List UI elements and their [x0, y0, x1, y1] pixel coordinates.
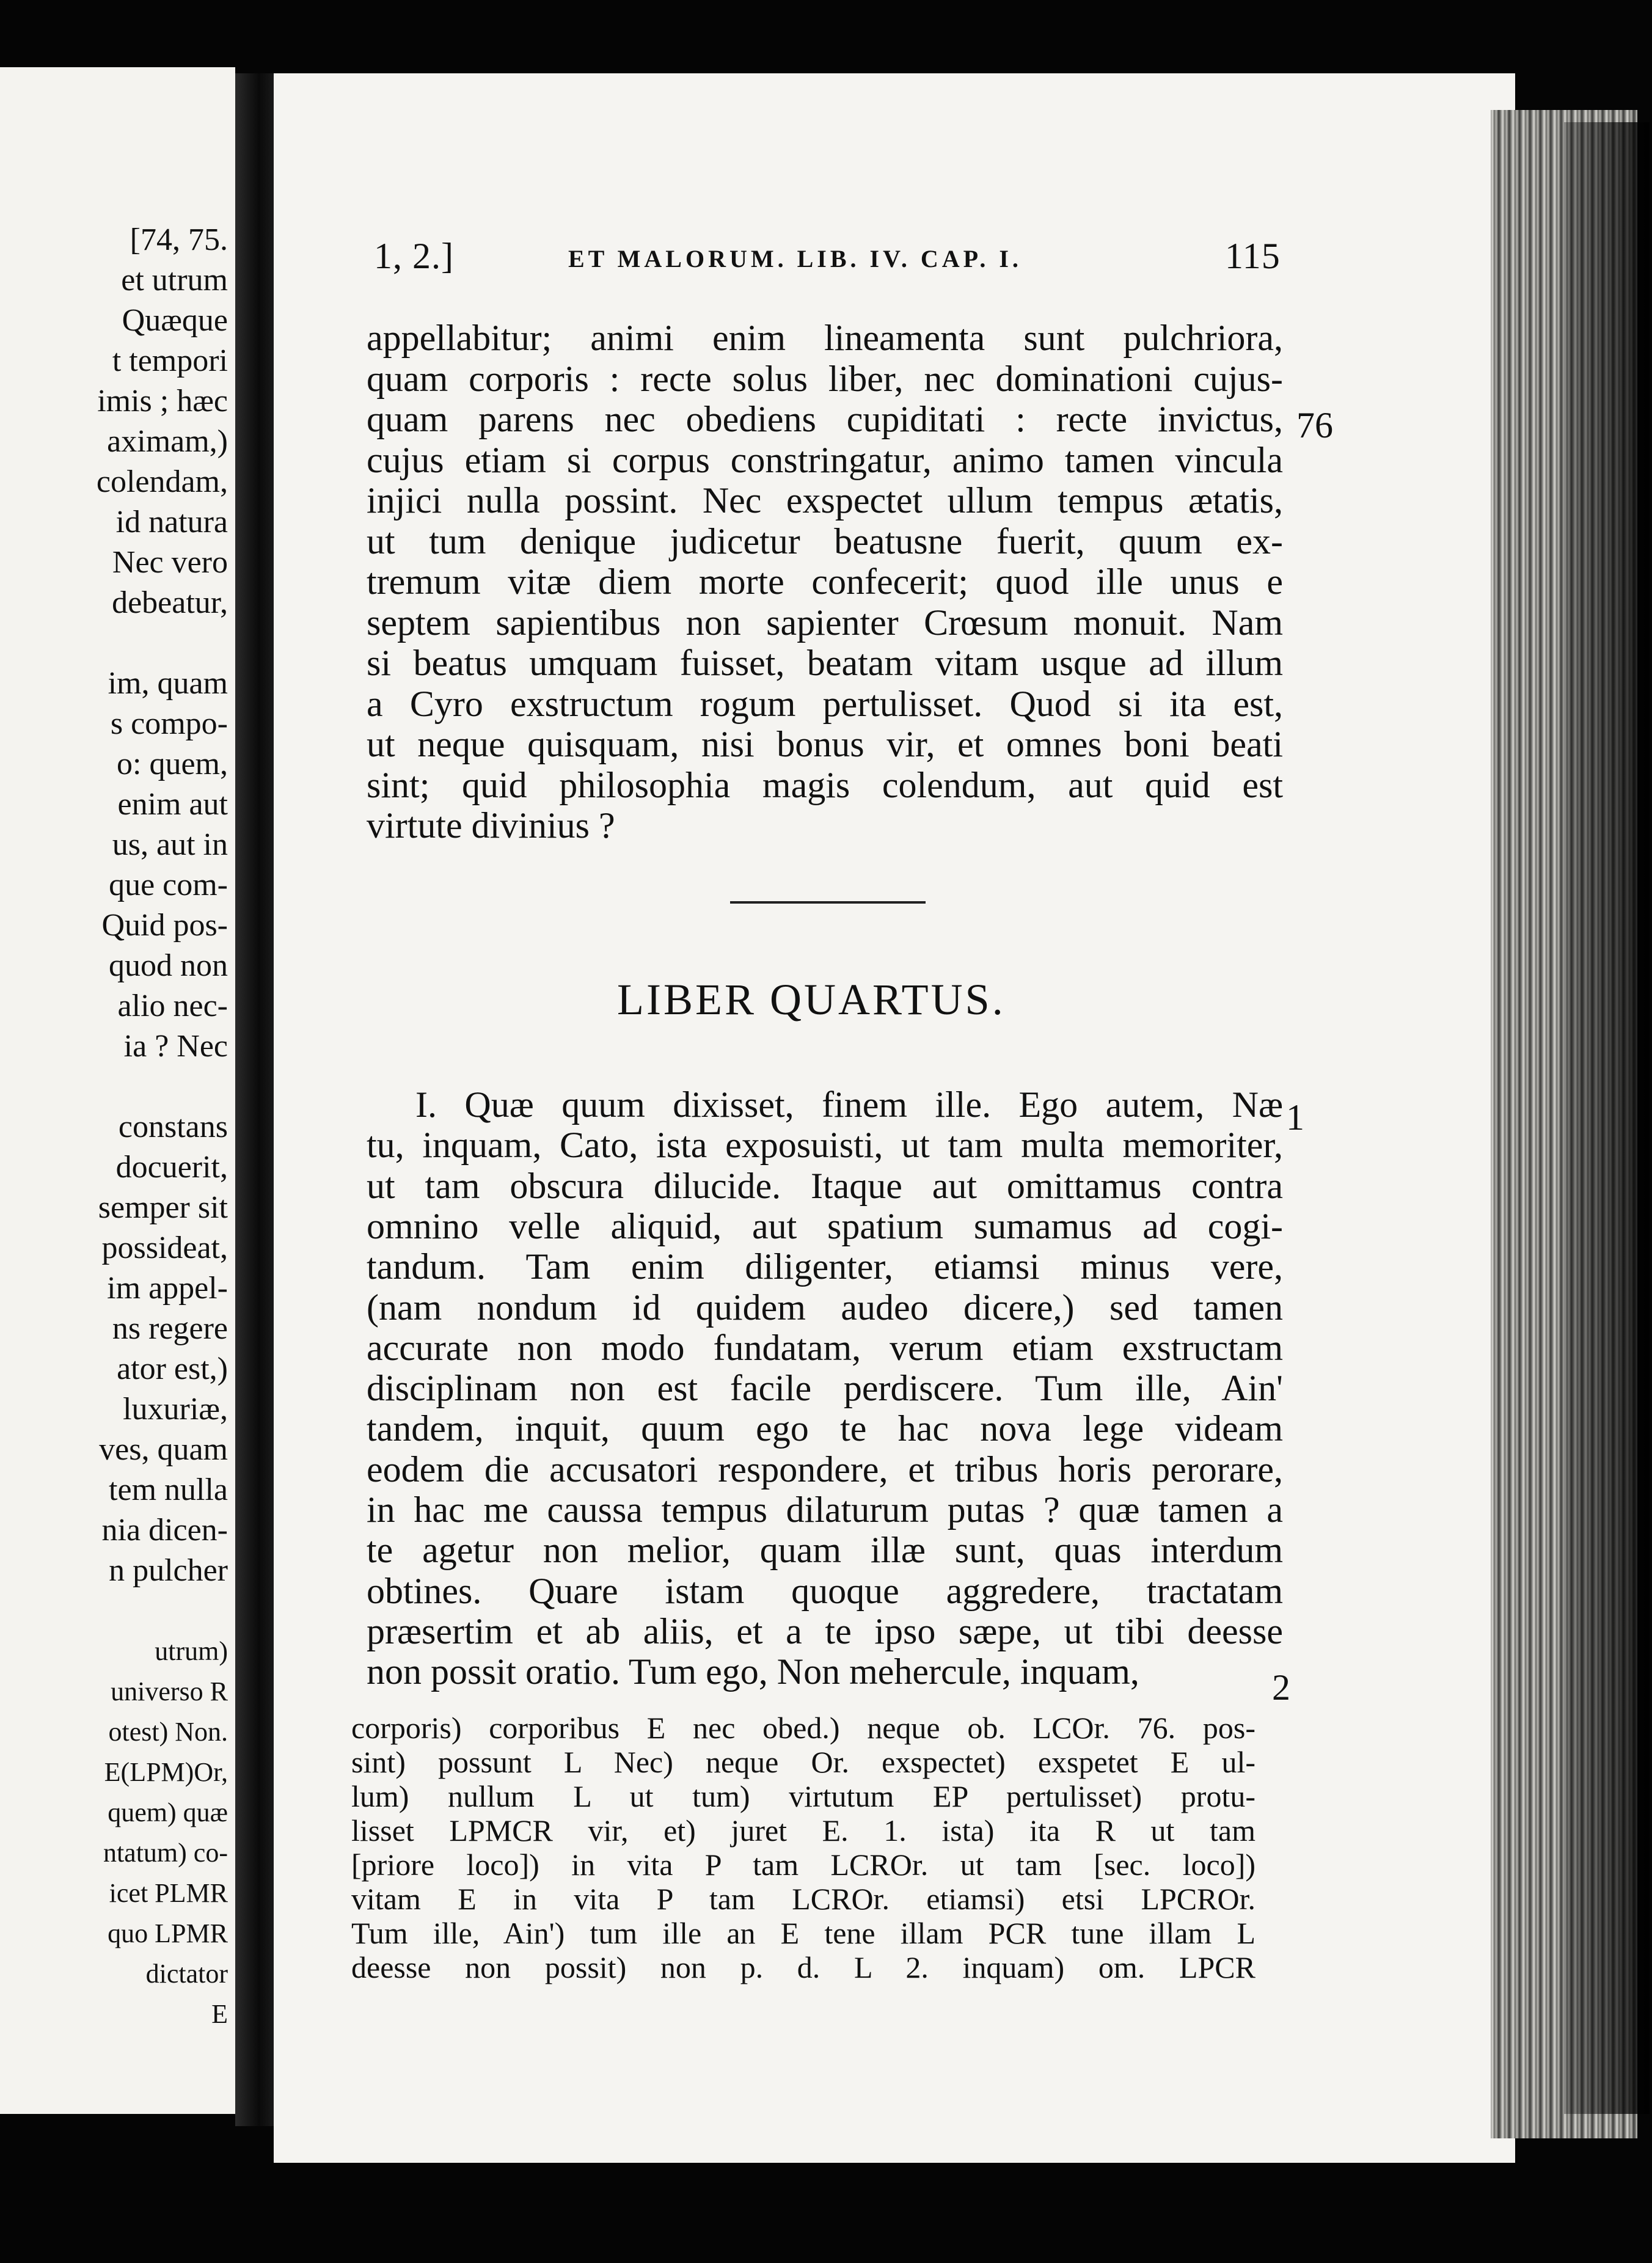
- divider-rule: [730, 901, 926, 904]
- previous-page-line: Quæque: [122, 303, 228, 338]
- previous-page-line: Nec vero: [112, 545, 228, 580]
- previous-page-line: semper sit: [98, 1190, 228, 1225]
- text-line: eodem die accusatori respondere, et tribus horis perorare,: [367, 1449, 1283, 1490]
- text-line: præsertim et ab aliis, et a te ipso sæpe, ut tibi deesse: [367, 1610, 1283, 1651]
- previous-page-line: im, quam: [108, 666, 228, 701]
- previous-page-line: ia ? Nec: [123, 1029, 228, 1064]
- margin-section-number: 1: [1286, 1097, 1304, 1138]
- previous-page-line: id natura: [115, 505, 228, 539]
- text-line: disciplinam non est facile perdiscere. Tum ille, Ain': [367, 1368, 1283, 1409]
- previous-page-line: alio nec-: [117, 989, 228, 1023]
- previous-page-line: ator est,): [117, 1351, 228, 1386]
- text-line: quam corporis : recte solus liber, nec dominationi cujus-: [367, 358, 1283, 399]
- text-line: virtute divinius ?: [367, 805, 615, 846]
- page-number: 115: [1225, 236, 1281, 276]
- previous-page-line: s compo-: [110, 706, 228, 741]
- footnote-line: Tum ille, Ain') tum ille an E tene illam PCR tune illam L: [351, 1916, 1255, 1950]
- previous-page-line: possideat,: [101, 1230, 228, 1265]
- text-line: accurate non modo fundatam, verum etiam exstructam: [367, 1327, 1283, 1368]
- previous-page-line: us, aut in: [112, 827, 228, 862]
- previous-page-line: nia dicen-: [101, 1513, 228, 1548]
- previous-page-line: E(LPM)Or,: [104, 1757, 228, 1787]
- text-line: cujus etiam si corpus constringatur, animo tamen vincula: [367, 439, 1283, 480]
- previous-page-line: dictator: [145, 1959, 228, 1989]
- book-gutter: [235, 73, 275, 2126]
- footnote-line: lum) nullum L ut tum) virtutum EP pertulisset) protu-: [351, 1779, 1255, 1813]
- text-line: tandum. Tam enim diligenter, etiamsi minus vere,: [367, 1246, 1283, 1287]
- text-line: si beatus umquam fuisset, beatam vitam usque ad illum: [367, 643, 1283, 683]
- footnote-line: corporis) corporibus E nec obed.) neque ob. LCOr. 76. pos-: [351, 1711, 1255, 1745]
- previous-page-line: colendam,: [96, 464, 228, 499]
- previous-page-line: docuerit,: [115, 1150, 228, 1185]
- previous-page-line: n pulcher: [109, 1553, 228, 1588]
- previous-page-line: t tempori: [112, 343, 228, 378]
- text-line: tandem, inquit, quum ego te hac nova lege videam: [367, 1408, 1283, 1449]
- previous-page-line: imis ; hæc: [97, 384, 228, 419]
- previous-page-line: im appel-: [107, 1271, 228, 1306]
- previous-page-line: et utrum: [121, 263, 228, 298]
- footnote-line: lisset LPMCR vir, et) juret E. 1. ista) ita R ut tam: [351, 1813, 1255, 1848]
- text-line: tremum vitæ diem morte confecerit; quod ille unus e: [367, 561, 1283, 602]
- footnote-line: [priore loco]) in vita P tam LCROr. ut tam [sec. loco]): [351, 1848, 1255, 1882]
- text-line: (nam nondum id quidem audeo dicere,) sed tamen: [367, 1287, 1283, 1328]
- text-line: te agetur non melior, quam illæ sunt, quas interdum: [367, 1530, 1283, 1571]
- previous-page-line: utrum): [155, 1636, 228, 1666]
- previous-page-line: otest) Non.: [108, 1717, 228, 1747]
- text-line: ut neque quisquam, nisi bonus vir, et omnes boni beati: [367, 724, 1283, 764]
- text-line: obtines. Quare istam quoque aggredere, tractatam: [367, 1570, 1283, 1611]
- text-line: I. Quæ quum dixisset, finem ille. Ego autem, Næ: [415, 1084, 1283, 1125]
- margin-section-number: 76: [1296, 405, 1333, 445]
- previous-page-line: debeatur,: [112, 585, 228, 620]
- footnote-line: vitam E in vita P tam LCROr. etiamsi) etsi LPCROr.: [351, 1882, 1255, 1916]
- text-line: non possit oratio. Tum ego, Non mehercule, inquam,: [367, 1651, 1139, 1692]
- previous-page-line: constans: [118, 1110, 228, 1144]
- previous-page-line: quod non: [109, 948, 228, 983]
- text-line: appellabitur; animi enim lineamenta sunt pulchriora,: [367, 318, 1283, 358]
- book-title: LIBER QUARTUS.: [617, 975, 1006, 1024]
- footnote-line: sint) possunt L Nec) neque Or. exspectet) exspetet E ul-: [351, 1745, 1255, 1779]
- previous-page-line: que com-: [109, 868, 228, 902]
- previous-page-line: icet PLMR: [109, 1878, 228, 1908]
- page-edges-shadow: [1564, 122, 1650, 2114]
- previous-page-line: [74, 75.: [130, 222, 228, 257]
- footnote-line: deesse non possit) non p. d. L 2. inquam) om. LPCR: [351, 1950, 1255, 1984]
- text-line: a Cyro exstructum rogum pertulisset. Quod si ita est,: [367, 683, 1283, 724]
- header-chapter-ref: 1, 2.]: [374, 236, 454, 276]
- text-line: septem sapientibus non sapienter Crœsum monuit. Nam: [367, 602, 1283, 643]
- text-line: ut tam obscura dilucide. Itaque aut omittamus contra: [367, 1165, 1283, 1206]
- header-title: ET MALORUM. LIB. IV. CAP. I.: [568, 245, 1022, 272]
- previous-page-line: ves, quam: [99, 1432, 228, 1467]
- previous-page-line: ns regere: [112, 1311, 228, 1346]
- previous-page-line: ntatum) co-: [103, 1838, 228, 1868]
- previous-page-line: aximam,): [107, 424, 228, 459]
- text-line: omnino velle aliquid, aut spatium sumamus ad cogi-: [367, 1205, 1283, 1246]
- margin-section-number: 2: [1272, 1667, 1290, 1708]
- previous-page-line: tem nulla: [109, 1472, 228, 1507]
- text-line: in hac me caussa tempus dilaturum putas ? quæ tamen a: [367, 1490, 1283, 1530]
- text-line: injici nulla possint. Nec exspectet ullum tempus ætatis,: [367, 480, 1283, 521]
- text-line: sint; quid philosophia magis colendum, aut quid est: [367, 764, 1283, 805]
- previous-page-line: o: quem,: [117, 747, 228, 781]
- previous-page-line: enim aut: [117, 787, 228, 822]
- previous-page-line: E: [211, 1999, 228, 2029]
- text-line: quam parens nec obediens cupiditati : recte invictus,: [367, 399, 1283, 439]
- previous-page-line: quo LPMR: [108, 1918, 228, 1948]
- text-line: tu, inquam, Cato, ista exposuisti, ut tam multa memoriter,: [367, 1125, 1283, 1166]
- previous-page-line: luxuriæ,: [123, 1392, 228, 1427]
- text-line: ut tum denique judicetur beatusne fuerit, quum ex-: [367, 521, 1283, 561]
- previous-page-line: universo R: [111, 1676, 228, 1706]
- previous-page-line: quem) quæ: [108, 1797, 228, 1827]
- previous-page-line: Quid pos-: [101, 908, 228, 943]
